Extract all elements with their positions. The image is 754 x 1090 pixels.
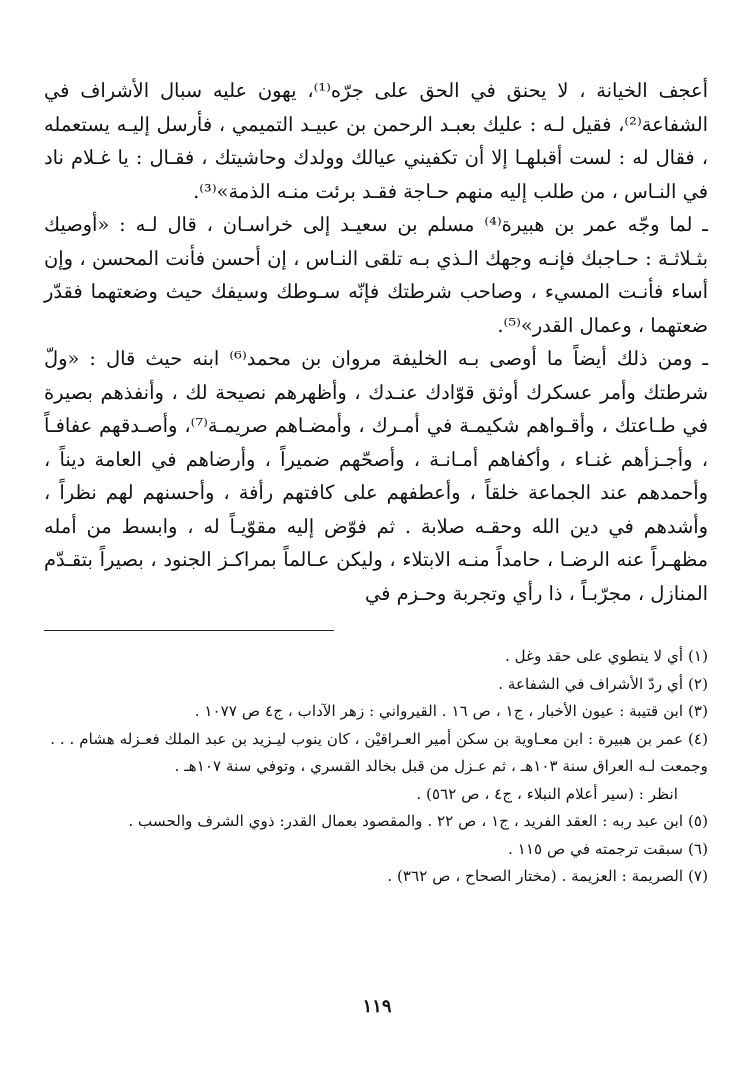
paragraph-2: ـ لما وجّه عمر بن هبيرة⁽⁴⁾ مسلم بن سعيـد إلى خراسـان ، قال لـه : «أوصيك بثـلاثـة : حـاجبك فإنـه وجهك الـذي بـه تلقى النـاس ، إن أحسن فأنت المحسن ، وإن أساء فأنـت المسيء ، وصاحب شرطتك فإنّه سـوطك وسيفك حيث وضعتهما فقدّر ضعتهما ، وعمال القدر»⁽⁵⁾. — [44, 213, 708, 337]
footnote-3: (٣) ابن قتيبة : عيون الأخبار ، ج١ ، ص ١٦ . القيرواني : زهر الآداب ، ج٤ ص ١٠٧٧ . — [194, 702, 708, 720]
footnote-1: (١) أي لا ينطوي على حقد وغل . — [505, 647, 708, 665]
page-number: ١١٩ — [362, 996, 392, 1017]
footnote-2: (٢) أي ردّ الأشراف في الشفاعة . — [498, 674, 708, 693]
footnotes — [44, 643, 708, 891]
footnote-6: (٦) سبقت ترجمته في ص ١١٥ . — [508, 839, 708, 858]
paragraph-3: ـ ومن ذلك أيضاً ما أوصى بـه الخليفة مروان بن محمد⁽⁶⁾ ابنه حيث قال : «ولّ شرطتك وأمر عسكرك أوثق قوّادك عنـدك ، وأظهرهم نصيحة لك ، وأنفذهم بصيرة في طـاعتك ، وأقـواهم شكيمـة في أمـرك ، وأمضـاهم صريمـة⁽⁷⁾، وأصـدقهم عفافـاً ، وأجـزأهم غنـاء ، وأكفاهم أمـانـة ، وأصحّهم ضميراً ، وأرضاهم في العامة ديناً ، وأحمدهم عند الجماعة خلقاً ، وأعطفهم على كافتهم رأفة ، وأحسنهم لهم نظراً ، وأشدهم في دين الله وحقـه صلابة . ثم فوّض إليه مقوّيـاً له ، وابسط من أمله مظهـراً عنه الرضـا ، حامداً منـه الابتلاء ، وليكن عـالماً بمراكـز الجنود ، بصيراً بتقـدّم المنازل ، مجرّبـاً ، ذا رأي وتجربة وحـزم في — [44, 347, 709, 605]
footnote-separator — [44, 630, 334, 631]
footnote-4-reference: انظر : (سير أعلام النبلاء ، ج٤ ، ص ٥٦٢) . — [416, 784, 678, 803]
footnote-5: (٥) ابن عبد ربه : العقد الفريد ، ج١ ، ص ٢٢ . والمقصود بعمال القدر: ذوي الشرف والحسب . — [128, 812, 708, 830]
footnote-7: (٧) الصريمة : العزيمة . (مختار الصحاح ، ص ٣٦٢) . — [387, 867, 708, 885]
main-text — [44, 74, 708, 610]
footnote-4: (٤) عمر بن هبيرة : ابن معـاوية بن سكن أمير العـراقيْن ، كان ينوب ليـزيد بن عبد الملك فعـزله هشام . . . وجمعت لـه العراق سنة ١٠٣هـ ، ثم عـزل من قبل بخالد القسري ، وتوفي سنة ١٠٧هـ . — [50, 729, 708, 775]
paragraph-1: أعجف الخيانة ، لا يحنق في الحق على جرّه⁽¹⁾، يهون عليه سبال الأشراف في الشفاعة⁽²⁾، فقيل لـه : عليك بعبـد الرحمن بن عبيـد التميمي ، فأرسل إليـه يستعمله ، فقال له : لست أقبلهـا إلا أن تكفيني عيالك وولدك وحاشيتك ، فقـال : يا غـلام ناد في النـاس ، من طلب إليه منهم حـاجة فقـد برئت منـه الذمة»⁽³⁾. — [44, 79, 708, 203]
